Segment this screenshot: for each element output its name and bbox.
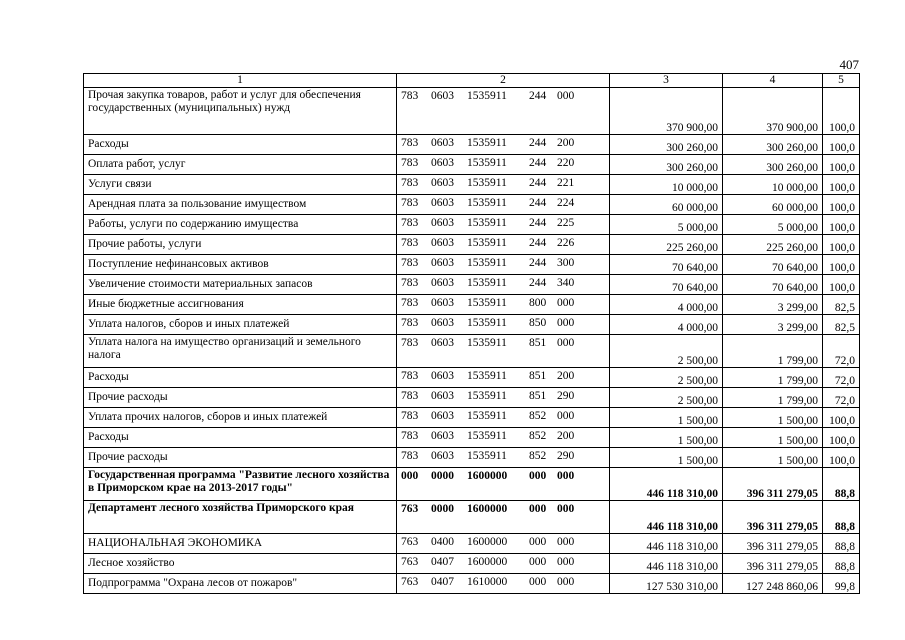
code-part-5: 290 [557,450,575,462]
code-part-5: 226 [557,237,575,249]
row-code [397,388,610,408]
row-percent: 72,0 [823,335,860,368]
code-part-4: 244 [529,157,547,169]
row-percent: 72,0 [823,388,860,408]
code-part-1: 783 [401,277,419,289]
row-code [397,275,610,295]
row-value-col3: 446 118 310,00 [610,534,723,554]
row-name: Уплата налога на имущество организаций и земельного налога [84,335,397,368]
row-name: Уплата налогов, сборов и иных платежей [84,315,397,335]
table-header-row [84,74,860,88]
code-part-3: 1535911 [467,450,507,462]
code-part-5: 000 [557,470,575,482]
code-part-4: 244 [529,90,547,102]
row-percent: 88,8 [823,501,860,534]
code-part-3: 1535911 [467,90,507,102]
table-row [84,534,860,554]
code-part-3: 1600000 [467,503,508,515]
code-part-1: 783 [401,337,419,349]
row-code [397,255,610,275]
code-part-4: 852 [529,430,547,442]
code-part-1: 783 [401,297,419,309]
code-part-2: 0603 [431,410,454,422]
header-col-3: 3 [610,74,723,88]
code-part-1: 000 [401,470,419,482]
code-part-3: 1610000 [467,576,508,588]
row-value-col4: 396 311 279,05 [723,534,823,554]
row-name: Оплата работ, услуг [84,155,397,175]
row-name: Работы, услуги по содержанию имущества [84,215,397,235]
row-percent: 100,0 [823,215,860,235]
code-part-4: 244 [529,137,547,149]
code-part-2: 0603 [431,137,454,149]
code-part-4: 244 [529,197,547,209]
row-code [397,335,610,368]
table-row [84,388,860,408]
row-value-col3: 60 000,00 [610,195,723,215]
code-part-2: 0603 [431,177,454,189]
table-row [84,368,860,388]
code-part-4: 852 [529,450,547,462]
code-part-5: 000 [557,337,575,349]
code-part-4: 851 [529,370,547,382]
row-percent: 100,0 [823,408,860,428]
code-part-1: 783 [401,90,419,102]
code-part-3: 1535911 [467,430,507,442]
table-row [84,554,860,574]
row-value-col4: 1 500,00 [723,408,823,428]
row-percent: 100,0 [823,275,860,295]
row-value-col4: 396 311 279,05 [723,468,823,501]
header-col-2: 2 [397,74,610,88]
table-row [84,135,860,155]
table-row [84,574,860,594]
row-percent: 100,0 [823,255,860,275]
row-value-col3: 225 260,00 [610,235,723,255]
code-part-3: 1600000 [467,556,508,568]
row-percent: 82,5 [823,315,860,335]
row-value-col3: 5 000,00 [610,215,723,235]
code-part-1: 763 [401,536,419,548]
row-percent: 82,5 [823,295,860,315]
code-part-2: 0400 [431,536,454,548]
row-value-col3: 1 500,00 [610,428,723,448]
code-part-2: 0603 [431,297,454,309]
row-value-col3: 70 640,00 [610,255,723,275]
code-part-2: 0000 [431,503,454,515]
code-part-1: 763 [401,576,419,588]
row-code [397,135,610,155]
table-row [84,428,860,448]
row-value-col3: 446 118 310,00 [610,554,723,574]
code-part-4: 244 [529,257,547,269]
code-part-4: 244 [529,217,547,229]
header-col-1: 1 [84,74,397,88]
code-part-1: 763 [401,556,419,568]
row-name: НАЦИОНАЛЬНАЯ ЭКОНОМИКА [84,534,397,554]
row-name: Подпрограмма "Охрана лесов от пожаров" [84,574,397,594]
code-part-3: 1535911 [467,217,507,229]
header-col-5: 5 [823,74,860,88]
code-part-4: 000 [529,503,547,515]
row-code [397,408,610,428]
code-part-3: 1535911 [467,317,507,329]
code-part-5: 000 [557,576,575,588]
row-percent: 100,0 [823,195,860,215]
row-value-col3: 4 000,00 [610,315,723,335]
table-row [84,88,860,135]
row-percent: 88,8 [823,534,860,554]
code-part-1: 783 [401,157,419,169]
code-part-3: 1535911 [467,237,507,249]
code-part-1: 783 [401,370,419,382]
code-part-5: 000 [557,536,575,548]
code-part-2: 0603 [431,390,454,402]
row-code [397,534,610,554]
row-code [397,368,610,388]
code-part-5: 000 [557,297,575,309]
row-code [397,235,610,255]
table-row [84,335,860,368]
table-row [84,215,860,235]
code-part-3: 1535911 [467,257,507,269]
row-code [397,448,610,468]
row-percent: 100,0 [823,155,860,175]
code-part-5: 000 [557,503,575,515]
code-part-2: 0603 [431,277,454,289]
code-part-1: 783 [401,450,419,462]
table-row [84,501,860,534]
row-percent: 100,0 [823,175,860,195]
row-value-col4: 225 260,00 [723,235,823,255]
row-code [397,554,610,574]
row-code [397,295,610,315]
code-part-3: 1535911 [467,197,507,209]
code-part-2: 0603 [431,217,454,229]
code-part-4: 244 [529,177,547,189]
code-part-3: 1535911 [467,277,507,289]
code-part-4: 000 [529,576,547,588]
row-value-col3: 2 500,00 [610,335,723,368]
table-row [84,468,860,501]
code-part-5: 221 [557,177,575,189]
table-row [84,255,860,275]
table-row [84,315,860,335]
code-part-1: 783 [401,237,419,249]
code-part-1: 783 [401,257,419,269]
code-part-3: 1535911 [467,297,507,309]
code-part-4: 000 [529,536,547,548]
table-row [84,448,860,468]
row-percent: 88,8 [823,554,860,574]
code-part-2: 0603 [431,430,454,442]
row-value-col4: 3 299,00 [723,295,823,315]
budget-table [83,73,860,594]
row-value-col3: 2 500,00 [610,388,723,408]
code-part-5: 220 [557,157,575,169]
code-part-5: 000 [557,410,575,422]
row-code [397,501,610,534]
row-percent: 100,0 [823,235,860,255]
row-value-col4: 396 311 279,05 [723,501,823,534]
row-percent: 88,8 [823,468,860,501]
code-part-3: 1535911 [467,370,507,382]
row-value-col4: 1 500,00 [723,428,823,448]
code-part-5: 290 [557,390,575,402]
code-part-5: 000 [557,317,575,329]
row-value-col4: 1 799,00 [723,388,823,408]
row-name: Государственная программа "Развитие лесного хозяйства в Приморском крае на 2013-2017 годы" [84,468,397,501]
code-part-1: 783 [401,410,419,422]
row-value-col4: 396 311 279,05 [723,554,823,574]
code-part-4: 852 [529,410,547,422]
row-code [397,195,610,215]
row-value-col3: 10 000,00 [610,175,723,195]
code-part-5: 000 [557,556,575,568]
code-part-4: 000 [529,556,547,568]
row-code [397,175,610,195]
code-part-4: 244 [529,277,547,289]
code-part-3: 1535911 [467,390,507,402]
row-code [397,468,610,501]
code-part-2: 0603 [431,317,454,329]
row-value-col4: 1 799,00 [723,368,823,388]
code-part-2: 0407 [431,556,454,568]
row-value-col4: 1 500,00 [723,448,823,468]
table-row [84,295,860,315]
code-part-2: 0603 [431,237,454,249]
table-row [84,155,860,175]
row-value-col4: 370 900,00 [723,88,823,135]
code-part-4: 000 [529,470,547,482]
row-percent: 100,0 [823,428,860,448]
row-name: Иные бюджетные ассигнования [84,295,397,315]
table-row [84,235,860,255]
code-part-3: 1600000 [467,470,508,482]
row-code [397,155,610,175]
row-name: Лесное хозяйство [84,554,397,574]
row-name: Расходы [84,368,397,388]
row-name: Услуги связи [84,175,397,195]
code-part-4: 850 [529,317,547,329]
header-col-4: 4 [723,74,823,88]
table-row [84,195,860,215]
row-value-col4: 10 000,00 [723,175,823,195]
row-name: Арендная плата за пользование имуществом [84,195,397,215]
row-name: Увеличение стоимости материальных запасов [84,275,397,295]
row-value-col4: 70 640,00 [723,275,823,295]
row-value-col3: 1 500,00 [610,448,723,468]
row-value-col4: 127 248 860,06 [723,574,823,594]
row-value-col3: 2 500,00 [610,368,723,388]
code-part-2: 0603 [431,90,454,102]
code-part-5: 200 [557,370,575,382]
row-code [397,88,610,135]
code-part-5: 224 [557,197,575,209]
row-name: Прочие расходы [84,448,397,468]
code-part-2: 0407 [431,576,454,588]
row-value-col3: 127 530 310,00 [610,574,723,594]
table-row [84,175,860,195]
code-part-3: 1535911 [467,177,507,189]
row-name: Прочие расходы [84,388,397,408]
code-part-1: 783 [401,217,419,229]
code-part-2: 0603 [431,157,454,169]
row-value-col4: 300 260,00 [723,135,823,155]
row-value-col3: 370 900,00 [610,88,723,135]
code-part-2: 0603 [431,370,454,382]
row-code [397,574,610,594]
code-part-5: 225 [557,217,575,229]
row-name: Прочие работы, услуги [84,235,397,255]
page-number: 407 [839,57,859,72]
row-name: Расходы [84,428,397,448]
code-part-5: 000 [557,90,575,102]
row-code [397,315,610,335]
code-part-3: 1600000 [467,536,508,548]
code-part-3: 1535911 [467,157,507,169]
row-value-col3: 4 000,00 [610,295,723,315]
table-row [84,408,860,428]
row-name: Департамент лесного хозяйства Приморского края [84,501,397,534]
code-part-3: 1535911 [467,337,507,349]
row-percent: 100,0 [823,88,860,135]
code-part-2: 0000 [431,470,454,482]
code-part-2: 0603 [431,257,454,269]
code-part-1: 783 [401,317,419,329]
code-part-3: 1535911 [467,410,507,422]
code-part-2: 0603 [431,197,454,209]
row-value-col3: 70 640,00 [610,275,723,295]
code-part-5: 200 [557,430,575,442]
row-name: Прочая закупка товаров, работ и услуг для обеспечения государственных (муниципальных) нужд [84,88,397,135]
row-value-col3: 1 500,00 [610,408,723,428]
row-value-col4: 300 260,00 [723,155,823,175]
row-percent: 100,0 [823,448,860,468]
code-part-4: 851 [529,390,547,402]
row-code [397,215,610,235]
row-value-col4: 3 299,00 [723,315,823,335]
row-name: Поступление нефинансовых активов [84,255,397,275]
code-part-3: 1535911 [467,137,507,149]
row-value-col4: 1 799,00 [723,335,823,368]
code-part-2: 0603 [431,337,454,349]
row-value-col3: 300 260,00 [610,135,723,155]
code-part-1: 763 [401,503,419,515]
code-part-1: 783 [401,177,419,189]
code-part-5: 200 [557,137,575,149]
code-part-5: 340 [557,277,575,289]
row-code [397,428,610,448]
code-part-1: 783 [401,197,419,209]
row-name: Уплата прочих налогов, сборов и иных платежей [84,408,397,428]
row-percent: 72,0 [823,368,860,388]
row-value-col3: 300 260,00 [610,155,723,175]
code-part-5: 300 [557,257,575,269]
row-name: Расходы [84,135,397,155]
table-row [84,275,860,295]
row-value-col3: 446 118 310,00 [610,501,723,534]
code-part-1: 783 [401,137,419,149]
row-value-col3: 446 118 310,00 [610,468,723,501]
code-part-4: 851 [529,337,547,349]
code-part-1: 783 [401,430,419,442]
row-value-col4: 5 000,00 [723,215,823,235]
code-part-2: 0603 [431,450,454,462]
row-percent: 99,8 [823,574,860,594]
code-part-1: 783 [401,390,419,402]
code-part-4: 800 [529,297,547,309]
row-value-col4: 70 640,00 [723,255,823,275]
row-percent: 100,0 [823,135,860,155]
code-part-4: 244 [529,237,547,249]
row-value-col4: 60 000,00 [723,195,823,215]
